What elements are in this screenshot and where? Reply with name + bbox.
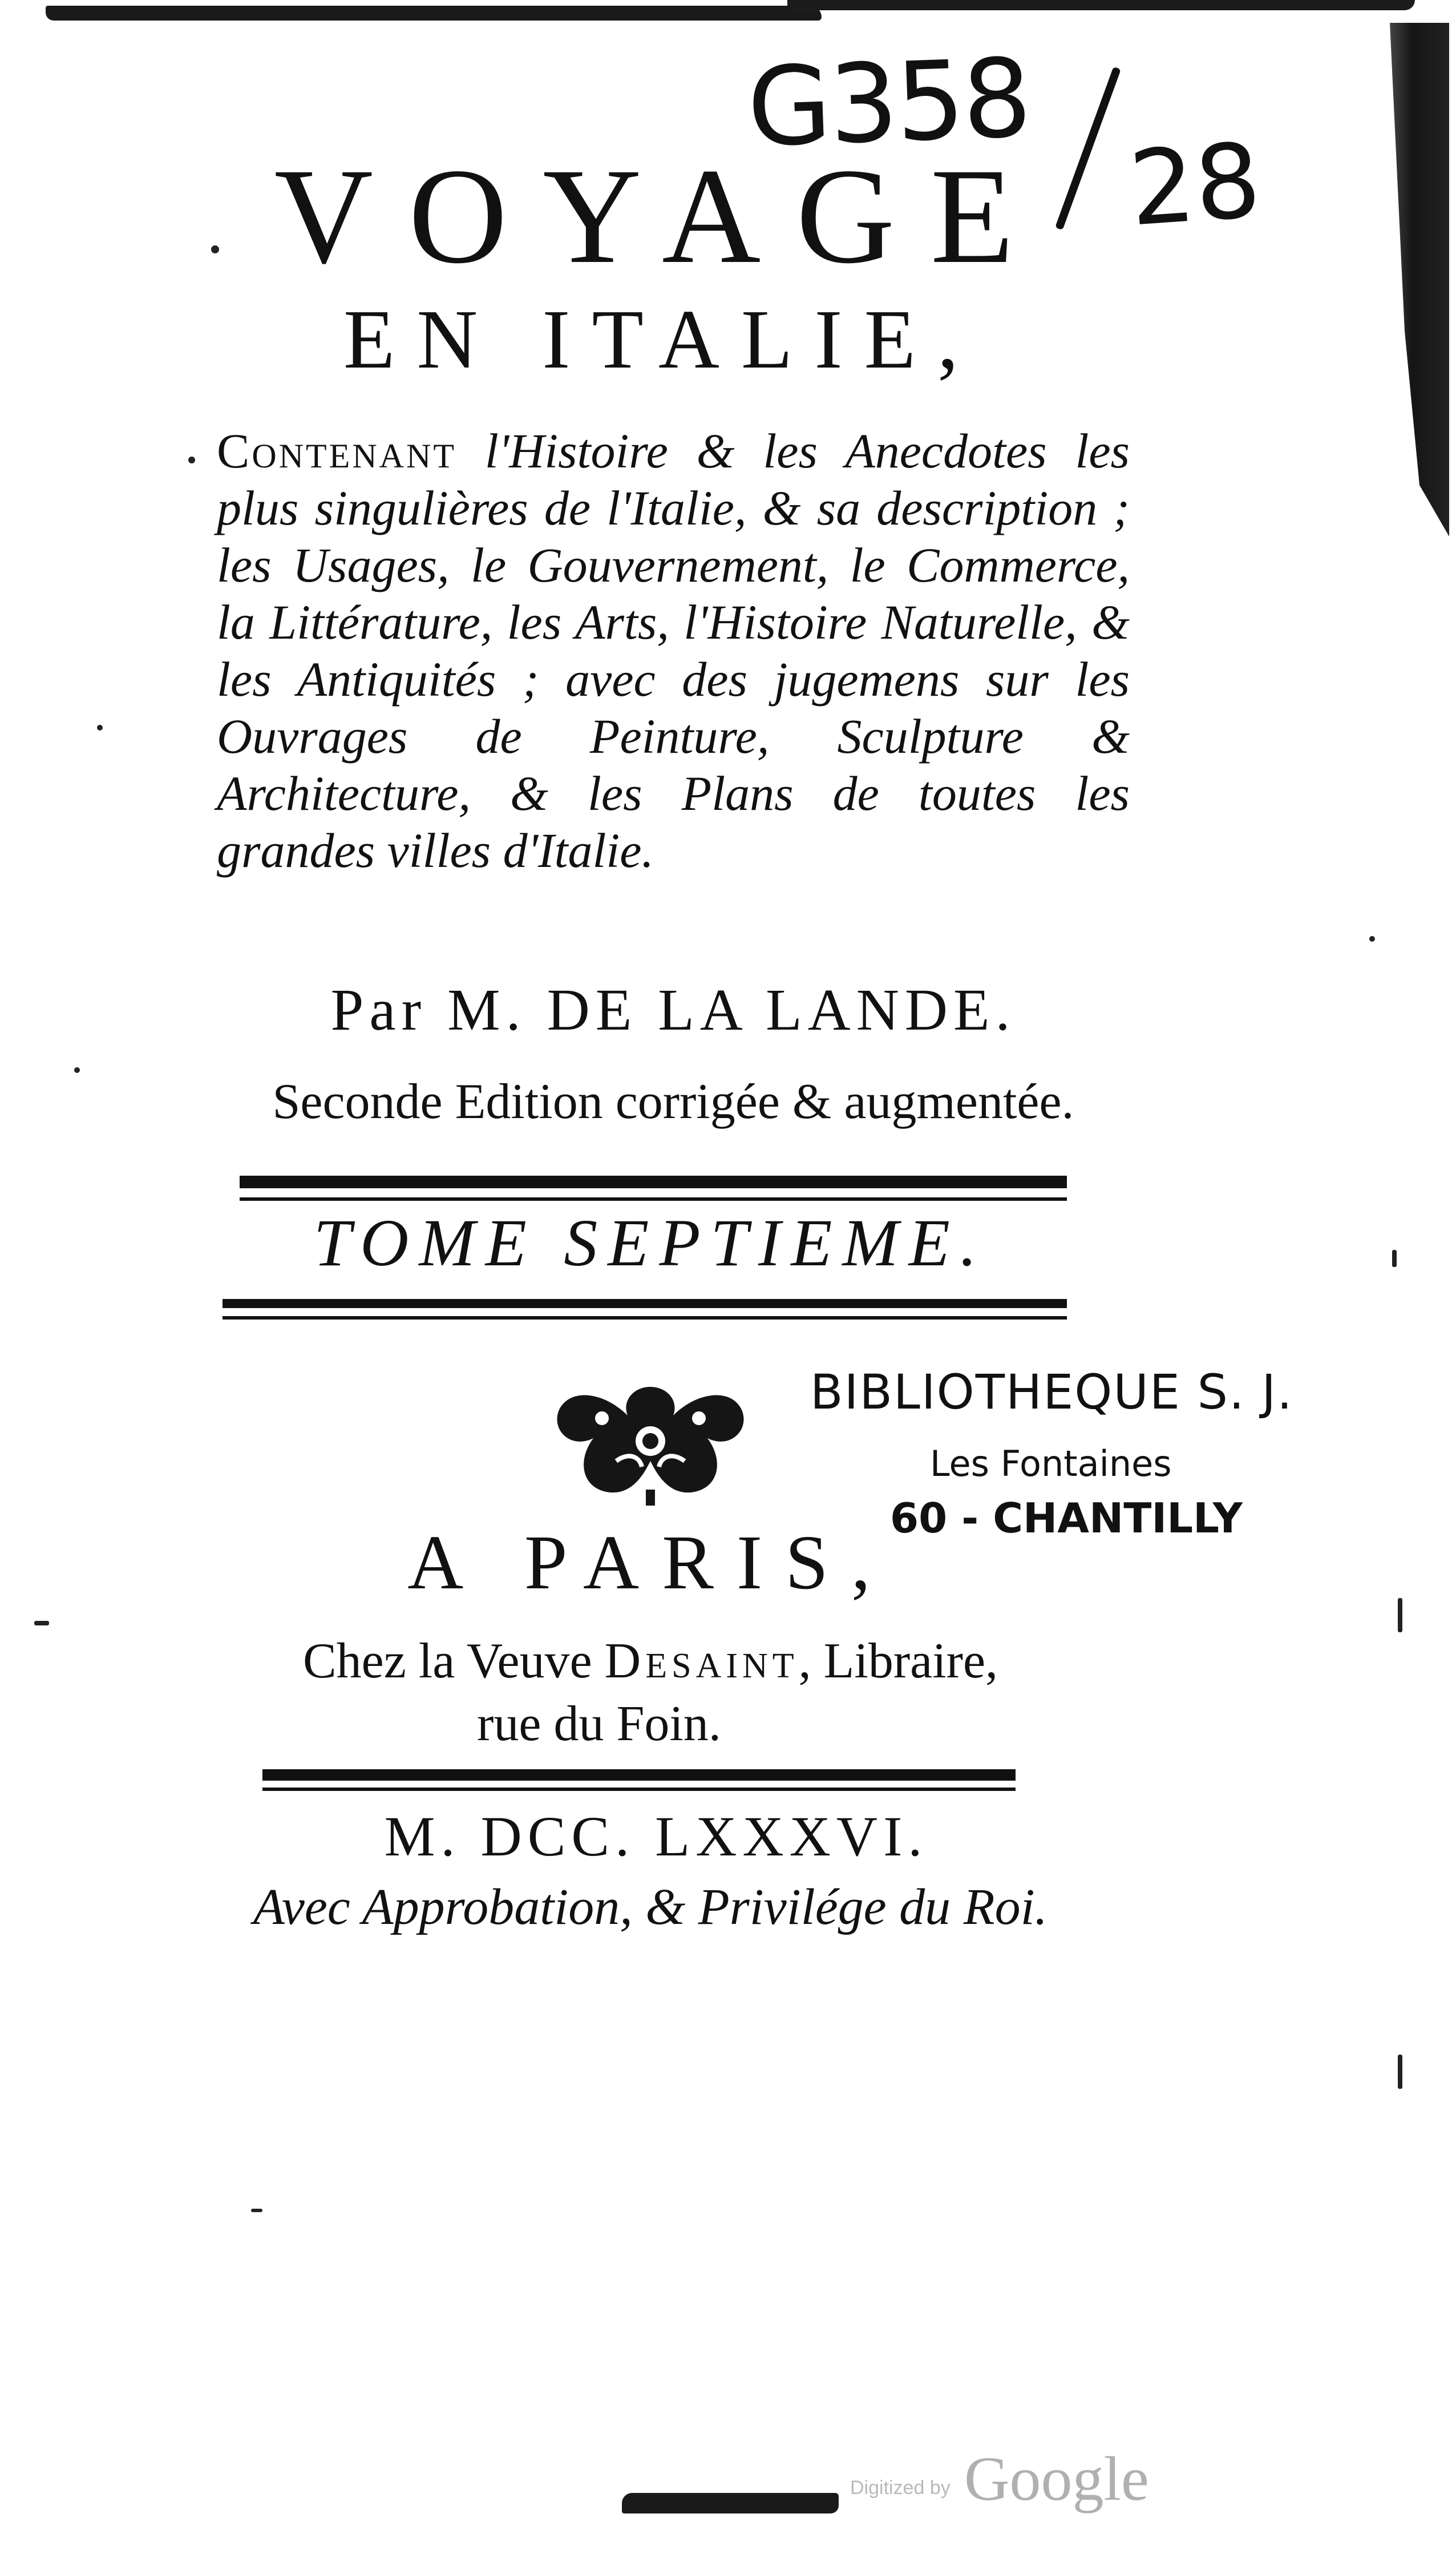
ink-speck (211, 245, 219, 253)
ink-speck (34, 1621, 49, 1625)
publisher-prefix: Chez la Veuve (302, 1633, 592, 1689)
rule-upper-thick (240, 1176, 1067, 1188)
approbation-line: Avec Approbation, & Privilége du Roi. (253, 1879, 1048, 1935)
author-line: Par M. DE LA LANDE. (330, 977, 1016, 1043)
publisher-name: Desaint (604, 1633, 799, 1689)
stamp-location: Les Fontaines (930, 1443, 1172, 1484)
rule-imprint-thin (262, 1788, 1016, 1791)
scan-edge-top (46, 6, 822, 21)
title-subtitle: EN ITALIE, (343, 293, 981, 386)
digitized-label: Digitized by (850, 2477, 951, 2499)
imprint-publisher (194, 1632, 1107, 1690)
ink-speck (1392, 1250, 1397, 1267)
ink-speck (251, 2209, 262, 2212)
shelf-mark-number: 28 (1125, 121, 1265, 249)
shelf-mark-code: G358 (745, 35, 1032, 171)
description-text: l'Histoire & les Anecdotes les plus singulières de l'Italie, & sa description ; les Usages, le Gouvernement, le Commerce, la Littérature, les Arts, l'Histoire Naturelle, & les Antiquités ; avec des jugemens sur les Ouvrages de Peinture, Sculpture & Architecture, & les Plans de toutes les grandes villes d'Italie. (217, 423, 1130, 878)
scan-edge-top-right (787, 0, 1415, 10)
scan-edge-right (1375, 23, 1449, 536)
volume-line: TOME SEPTIEME. (313, 1205, 988, 1280)
ink-speck (1369, 936, 1375, 942)
rule-lower-thick (223, 1299, 1067, 1308)
title-description (217, 422, 1130, 879)
edition-line: Seconde Edition corrigée & augmentée. (272, 1074, 1074, 1129)
ink-speck (1398, 1598, 1402, 1632)
stamp-city: 60 - CHANTILLY (890, 1494, 1243, 1542)
digitized-watermark (850, 2443, 1170, 2523)
ink-speck (188, 457, 195, 463)
rule-upper-thin (240, 1197, 1067, 1201)
fleuron-ornament-icon (548, 1375, 753, 1507)
publisher-suffix: , Libraire, (798, 1633, 998, 1689)
scan-smudge-bottom (622, 2493, 839, 2513)
rule-imprint-thick (262, 1769, 1016, 1781)
imprint-year: M. DCC. LXXXVI. (384, 1805, 928, 1868)
stamp-library-name: BIBLIOTHEQUE S. J. (810, 1364, 1293, 1420)
imprint-street: rue du Foin. (477, 1696, 721, 1752)
google-logo: Google (964, 2444, 1149, 2513)
ink-speck (1398, 2055, 1402, 2089)
imprint-city: A PARIS, (407, 1520, 893, 1605)
rule-lower-thin (223, 1316, 1067, 1320)
ink-speck (97, 725, 103, 731)
description-lead: Contenant (217, 423, 456, 478)
title-main: VOYAGE (274, 140, 1050, 292)
ink-speck (74, 1067, 80, 1073)
